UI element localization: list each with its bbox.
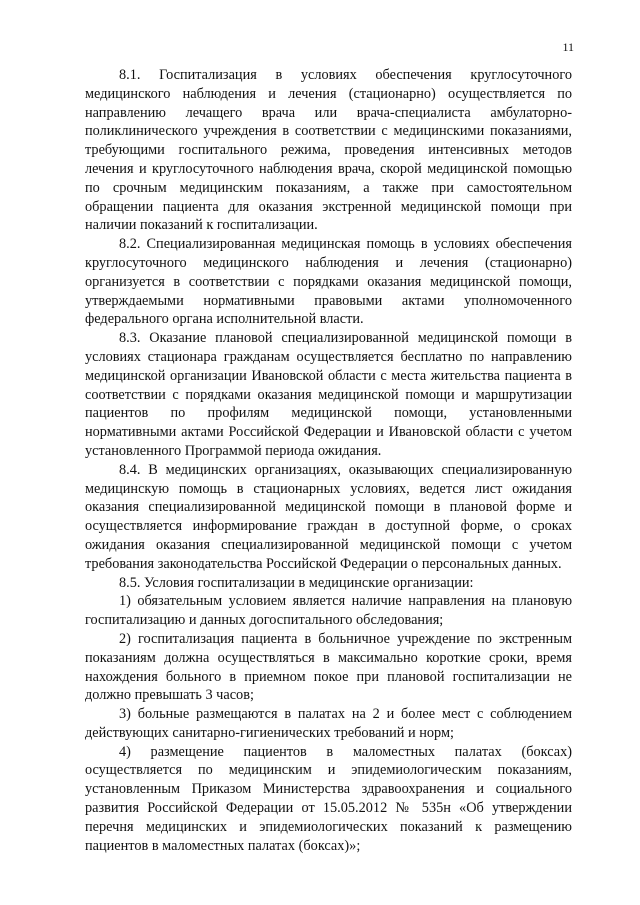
list-item-4: 4) размещение пациентов в маломестных палатах (боксах) осуществляется по медицинским и эпидемиологическим показаниям, установленным Приказом Министерства здравоохранения и социального развития Российской Федерации от 15.05.2012 № 535н «Об утверждении перечня медицинских и эпидемиологических показаний к размещению пациентов в маломестных палатах (боксах)»; — [85, 743, 572, 854]
paragraph-8-1: 8.1. Госпитализация в условиях обеспечения круглосуточного медицинского наблюдения и лечения (стационарно) осуществляется по направлению лечащего врача или врача-специалиста амбулаторно-поликлинического учреждения в соответствии с медицинскими показаниями, требующими госпитального режима, проведения интенсивных методов лечения и круглосуточного наблюдения врача, скорой медицинской помощью по срочным медицинским показаниям, а также при самостоятельном обращении пациента для оказания экстренной медицинской помощи при наличии показаний к госпитализации. — [85, 67, 572, 234]
paragraph-8-2: 8.2. Специализированная медицинская помощь в условиях обеспечения круглосуточного медицинского наблюдения и лечения (стационарно) организуется в соответствии с порядками оказания медицинской помощи, утверждаемыми нормативными правовыми актами уполномоченного федерального органа исполнительной власти. — [85, 236, 572, 328]
paragraph-8-3: 8.3. Оказание плановой специализированной медицинской помощи в условиях стационара гражданам осуществляется бесплатно по направлению медицинской организации Ивановской области с места жительства пациента в соответствии с порядками оказания медицинской помощи и маршрутизации пациентов по профилям медицинской помощи, установленными нормативными актами Российской Федерации и Ивановской области с учетом установленного Программой периода ожидания. — [85, 330, 572, 459]
page-number: 11 — [562, 40, 574, 54]
list-item-3: 3) больные размещаются в палатах на 2 и более мест с соблюдением действующих санитарно-гигиенических требований и норм; — [85, 706, 572, 741]
document-body — [85, 66, 572, 855]
paragraph-8-4: 8.4. В медицинских организациях, оказывающих специализированную медицинскую помощь в стационарных условиях, ведется лист ожидания оказания специализированной медицинской помощи в плановой форме и осуществляется информирование граждан в доступной форме, о сроках ожидания оказания специализированной медицинской помощи с учетом требования законодательства Российской Федерации о персональных данных. — [85, 461, 572, 572]
paragraph-8-5: 8.5. Условия госпитализации в медицинские организации: — [119, 574, 474, 591]
list-item-2: 2) госпитализация пациента в больничное учреждение по экстренным показаниям должна осуществляться в максимально короткие сроки, время нахождения больного в приемном покое при плановой госпитализации не должно превышать 3 часов; — [85, 630, 572, 704]
list-item-1: 1) обязательным условием является наличие направления на плановую госпитализацию и данных догоспитального обследования; — [85, 593, 572, 629]
